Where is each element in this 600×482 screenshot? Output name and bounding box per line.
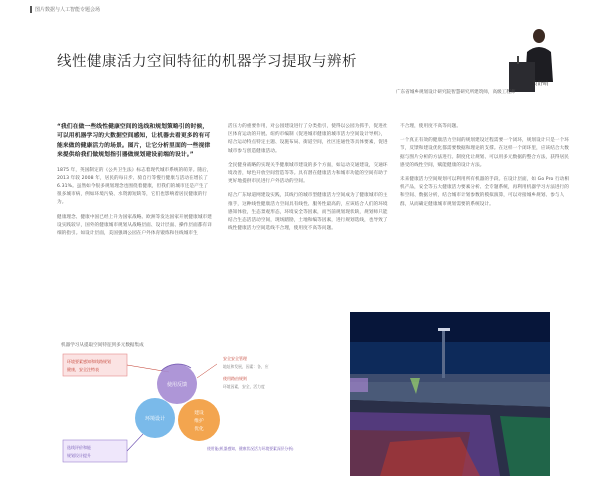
greenway-segmentation-photo <box>350 312 550 476</box>
callout-route-title: 使用路由规则 <box>223 376 247 381</box>
box-evaluation-line1: 选线评价和能 <box>67 445 91 450</box>
circle-feedback-label: 使用反馈 <box>166 382 188 388</box>
circle-design-label: 环境设计 <box>144 416 166 422</box>
paragraph: 不合理，使用度不高等问题。 <box>400 124 462 129</box>
article-title: 线性健康活力空间特征的机器学习提取与辨析 <box>57 54 357 70</box>
lead-quote: “我们在做一些线性健康空间的选线和规划策略引的时候，可以用机器学习的大数据空间感知，让机器去看更多的有可能来做的健康活力的场景。图片，让它分析里面的一些视律来提供给我们做规划指引器做规划建设前端的设计。” <box>57 124 211 159</box>
header-bar-icon <box>30 6 32 13</box>
running-header <box>30 6 100 13</box>
segmented-street-image <box>350 312 550 476</box>
callout-usage: 使用能(机器感知，健康状况活力环境要素深层分析) <box>207 446 294 451</box>
column-1 <box>57 123 212 244</box>
author-affiliation: 广东省城乡规划设计研究院智慧研究所建筑师，高级工程师 <box>396 90 516 95</box>
planning-cycle-diagram <box>57 338 297 478</box>
paragraph: 一个真正有效的健康活力空间的规划建设过程需要一个闭环，规划设计只是一个环节，反馈和建设优化都需要数据和理论的支撑。在这样一个闭环里，应该结合大数据与图片分析的方法进行。制度化让规划、可以用多元数据的整合方法，获得居民感受的线性空间，赋能健康的设计方法。 <box>400 138 569 168</box>
box-data-line1: 环境要素感知和线路规划 <box>67 359 111 364</box>
circle-build-label3: 优化 <box>194 427 204 432</box>
paragraph: 健康理念、健康中国已经上升为国家战略。欧洲等发达国家开展健康城市建设实践较早，国外的健康城市规划从战略层面、设计层面、操作层面都有详细的指引。如设计层面，美国强调公园在户外体育锻炼和住线城市生 <box>57 214 212 237</box>
connector <box>197 364 217 378</box>
paragraph: 全民健身战略的实现关乎健康城市建设的多个方面，如运动交通建设，交通环境改善，绿色开放空间营造等等。具有潜在健康活力和城市功能的空间有助于更好地提供市民进行户外活动的空间。 <box>228 162 388 185</box>
box-data-line2: 健康，安全注特表 <box>67 367 99 372</box>
box-data <box>63 354 127 376</box>
circle-build-label2: 维护 <box>194 419 204 424</box>
author-name: 黄舒晴 <box>532 81 549 87</box>
paragraph: 活压力的重要作用，对公园建设进行了分类指引，使得以公园为抓手，促进社区体育运动的开展。纽约市编制《促进城市健康的城市活力空间设计导则》，结合运动特点特定主题、设施布局、街道空间，社区连通性等具体要素，促进城市参与创造健康活动。 <box>228 124 388 154</box>
paragraph: 未来健康活力空间规划可以利用所有机器的手段。在设计层面，如 Go Pro 行动相机产品，安全等五大健康活力要素分析、全专题系统，再利用机器学习方法进行的和空间、数据分析，结合城市计划参数的模拟演算，可以对接城乡规划、参与人群，从而确定健康城市规划需要的系统设计。 <box>400 177 570 207</box>
column-3 <box>400 123 572 215</box>
column-2 <box>228 123 388 239</box>
paragraph: 结合广东绿道网建设实践，其线行的城市型健康活力空间成为了健康城市的主推手，这种线性健康活力空间具有线性、服务性最高的，应该结合人们的环境感知体验，生态景观形态，环境安全等因素，而当前规划现状缺，规划师只能结合生态活活动空间，现场踏勘，土地和编等因素，进行规划选线，也导致了线性健康活力空间选线不合理，使用度不高等问题。 <box>228 193 388 232</box>
box-evaluation <box>63 440 127 462</box>
paragraph: 1875 年，英国制定的《公共卫生法》标志着现代城市系统的萌芽。随后，2013 年较 2008 年，居民的每日步、骑自行等慢行健康与活动在增长了 6.31%。虽然如今很多规划理念也围绕着健康，但我们的城市还是产生了很多城市病，例如环境污染、水资源短缺等，它们也影响着居民健康的行为。 <box>57 167 212 206</box>
box-evaluation-line2: 规划设计提升 <box>67 453 91 458</box>
diagram-heading: 机器学习从提取空间特征到多元数据集成 <box>61 343 144 348</box>
connector <box>127 434 143 451</box>
callout-safety-body: 地址和发展，因素：各，应 <box>223 364 269 369</box>
section-label: 图片数据与人工智能专题会场 <box>35 7 101 13</box>
callout-route-body: 环境因素，安全，活力度 <box>223 384 265 389</box>
callout-safety-title: 安全安全管理 <box>223 356 247 361</box>
circle-build-label1: 建设 <box>194 411 204 416</box>
